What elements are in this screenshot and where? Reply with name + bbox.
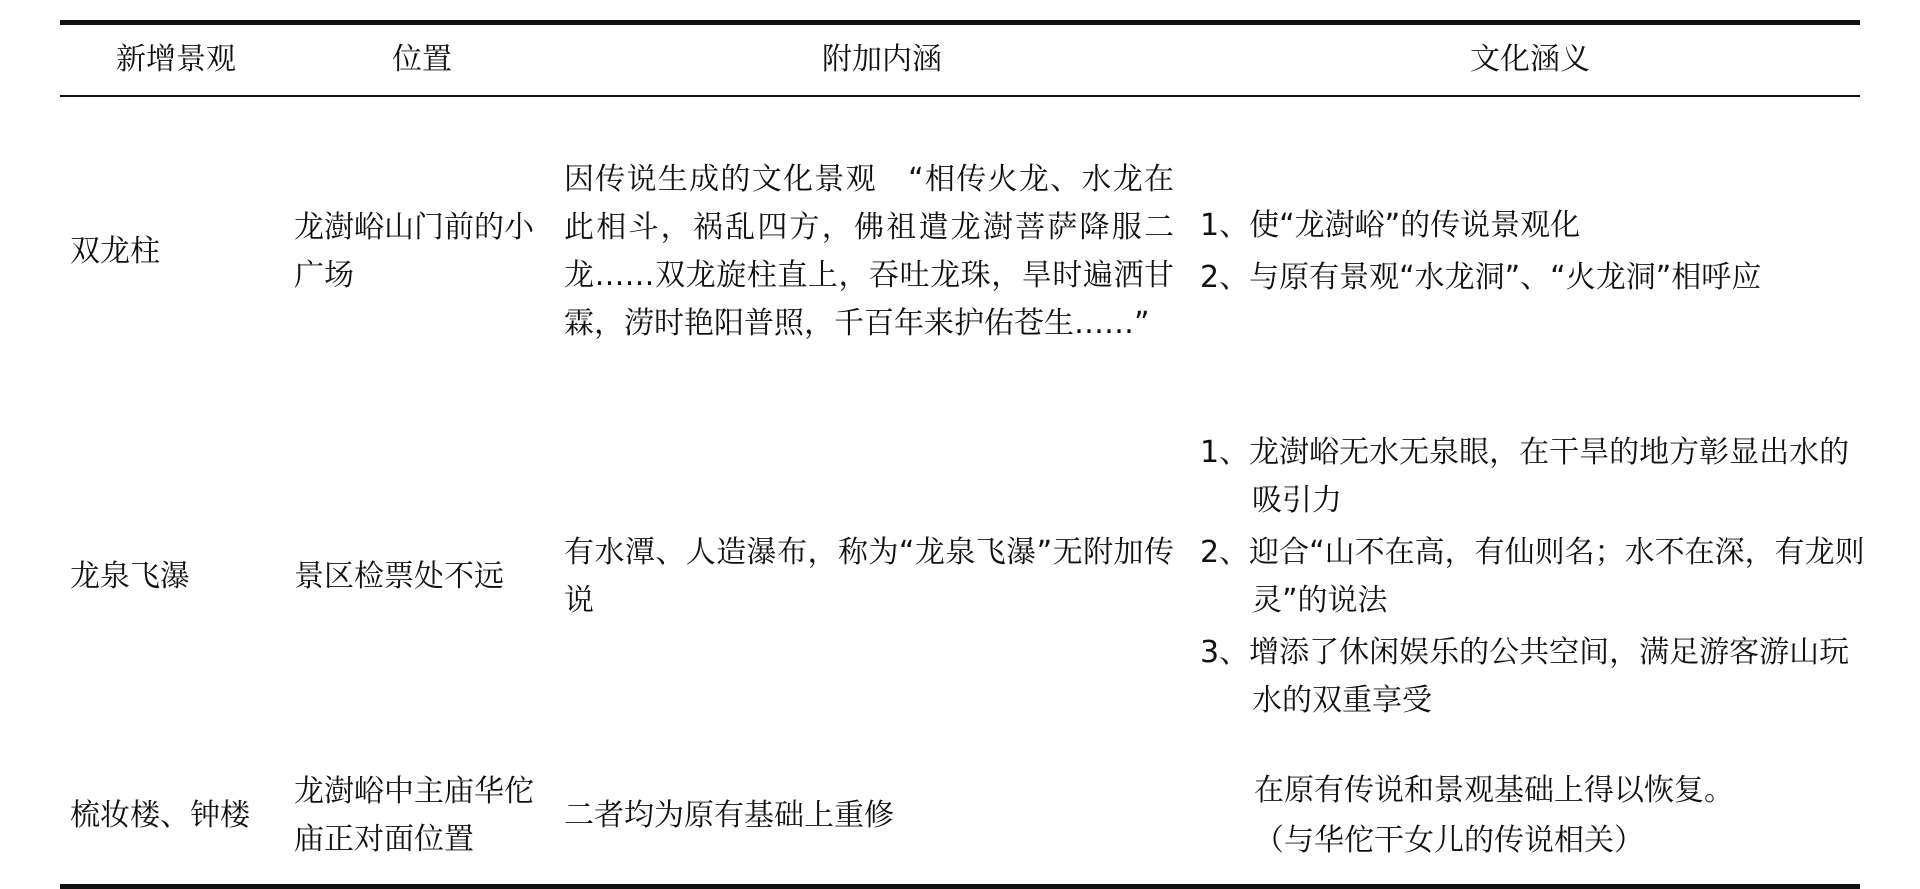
culture-cell (1200, 198, 1860, 306)
location-cell: 景区检票处不远 (294, 559, 504, 594)
meaning-text: 有水潭、人造瀑布，称为“龙泉飞瀑”无附加传说 (564, 535, 1174, 618)
culture-item: 3、增添了休闲娱乐的公共空间，满足游客游山玩水的双重享受 (1200, 635, 1850, 718)
table-header-row (60, 25, 1860, 95)
location-text: 龙澍峪山门前的小广场 (294, 210, 534, 293)
culture-item: 1、使“龙澍峪”的传说景观化 (1200, 208, 1581, 243)
meaning-cell (550, 156, 1200, 348)
landscape-cell: 梳妆楼、钟楼 (70, 797, 250, 833)
culture-item: 2、与原有景观“水龙洞”、“火龙洞”相呼应 (1200, 260, 1762, 295)
culture-cell (1200, 425, 1865, 729)
meaning-cell: 二者均为原有基础上重修 (564, 797, 894, 833)
landscape-cell: 龙泉飞瀑 (70, 559, 190, 594)
header-location: 位置 (392, 42, 452, 77)
header-cultural-meaning: 文化涵义 (1470, 42, 1590, 77)
table-row (60, 747, 1860, 884)
meaning-cell (550, 529, 1200, 625)
table-row (60, 407, 1865, 747)
culture-item: 2、迎合“山不在高，有仙则名；水不在深，有龙则灵”的说法 (1200, 535, 1865, 618)
header-new-landscape: 新增景观 (116, 42, 236, 77)
culture-landscape-table (60, 20, 1865, 889)
culture-note: 在原有传说和景观基础上得以恢复。 (1254, 772, 1734, 808)
header-additional-meaning: 附加内涵 (822, 42, 942, 77)
culture-item: 1、龙澍峪无水无泉眼，在干旱的地方彰显出水的吸引力 (1200, 435, 1850, 518)
location-cell (292, 768, 550, 864)
location-cell (292, 204, 550, 300)
meaning-text: 因传说生成的文化景观 “相传火龙、水龙在此相斗，祸乱四方，佛祖遣龙澍菩萨降服二龙……双龙旋柱直上，吞吐龙珠，旱时遍洒甘霖，涝时艳阳普照，千百年来护佑苍生……” (564, 162, 1174, 341)
table-row (60, 97, 1860, 407)
table-bottom-rule (60, 884, 1860, 889)
culture-note: （与华佗干女儿的传说相关） (1254, 822, 1644, 858)
culture-cell (1200, 765, 1860, 867)
landscape-cell: 双龙柱 (70, 234, 160, 269)
location-text: 龙澍峪中主庙华佗庙正对面位置 (294, 773, 534, 857)
